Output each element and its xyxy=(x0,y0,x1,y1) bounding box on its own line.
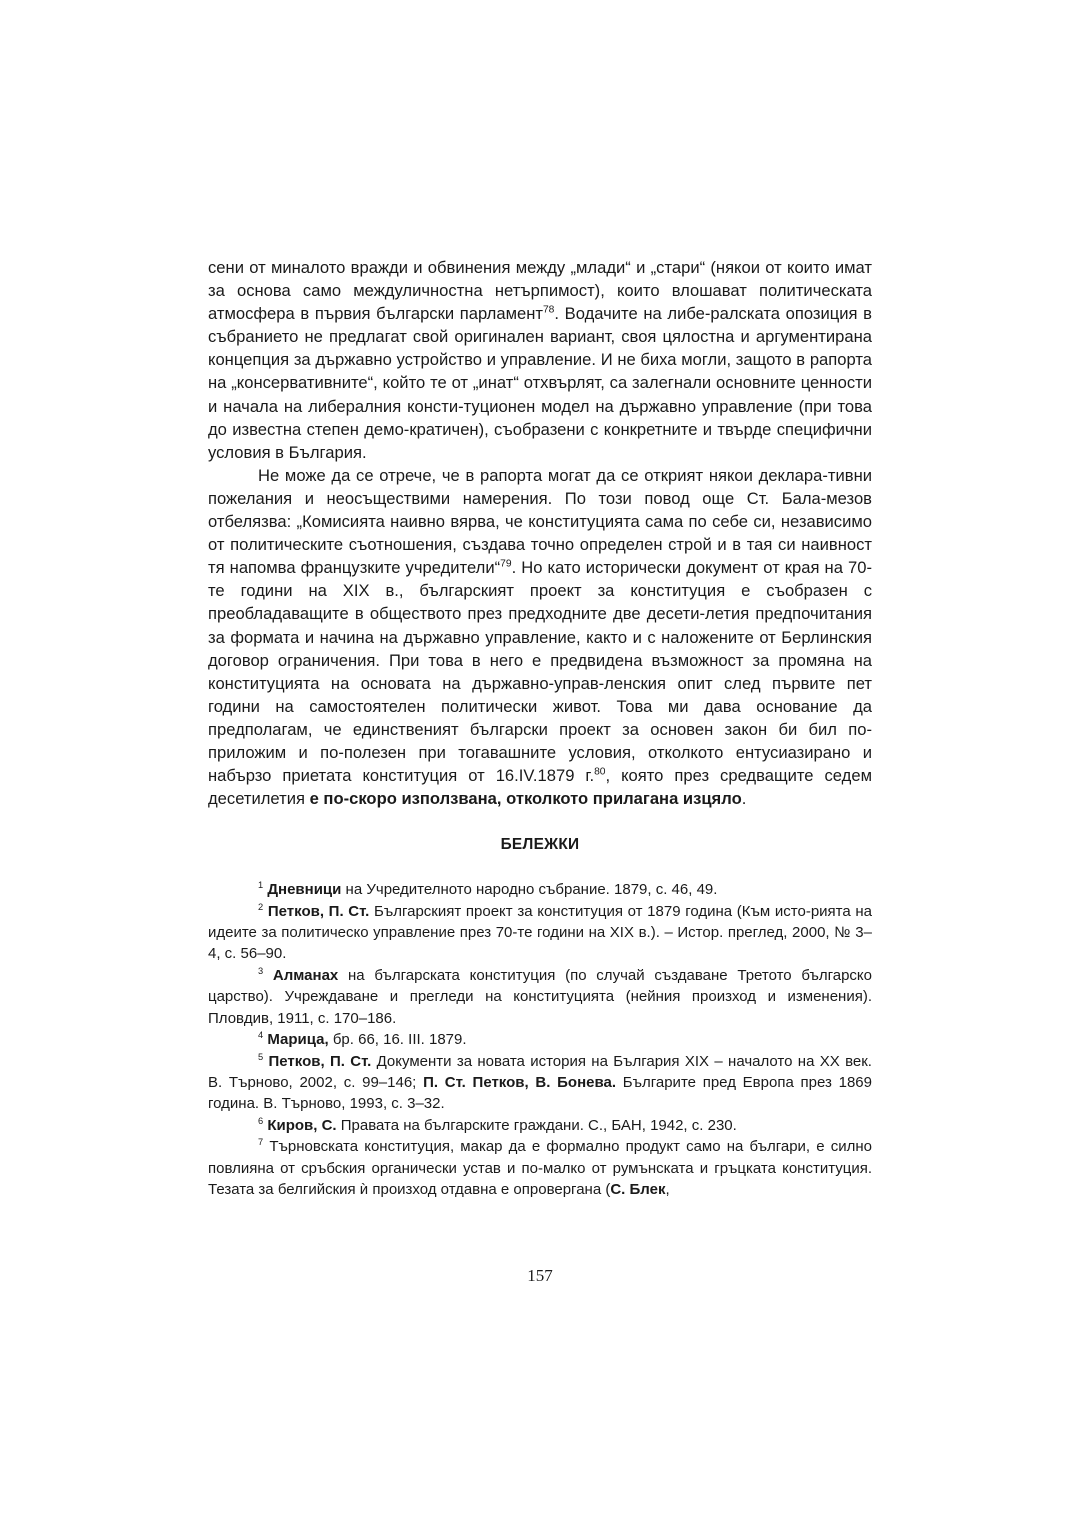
footnote-text: Българският проект за конституция от 1879 година (Към исто-рията на идеите за политическо управление през 70-те години на XIX в.). – Истор. преглед, 2000, № 3–4, с. 56–90. xyxy=(208,902,873,963)
paragraph-text: , която през средващите седем десетилетия xyxy=(208,766,872,809)
footnote-number: 6 xyxy=(258,1115,264,1126)
footnote-ref-78: 78 xyxy=(542,304,555,316)
footnote-4 xyxy=(208,1029,872,1050)
footnote-text: Търновската конституция, макар да е формално продукт само на българи, е силно повлияна от сръбския органически устав и по-малко от румънската и гръцката конституция. Тезата за белгийския ѝ произход отдавна е опровергана ( xyxy=(208,1138,872,1198)
paragraph-text: сени от миналото вражди и обвинения между „млади“ и „стари“ (някои от които имат за основа само междуличностна нетърпимост), които влошават политическата атмосфера в първия български парламент xyxy=(208,258,872,324)
paragraph-text: . Но като исторически документ от края на 70-те години на XIX в., българският проект за конституция е съобразен с преобладаващите в обществото през предходните две десети-летия предпочитания за формата и начина на държавно управление, както и с наложените от Берлинския договор ограничения. При това в него е предвидена възможност за промяна на конституцията на основата на държавно-управ-ленския опит след първите пет години на самостоятелен политически живот. Това ми дава основание да предполагам, че единственият български проект за основен закон би бил по-приложим и по-полезен при тогавашните условия, отколкото ентусиазирано и набързо приетата конституция от 16.IV.1879 г. xyxy=(208,558,872,786)
emphasis-text: е по-скоро използвана, отколкото прилагана изцяло xyxy=(309,789,742,809)
footnote-author: Дневници xyxy=(267,881,342,899)
footnote-number: 5 xyxy=(258,1051,264,1062)
paragraph-text: . Водачите на либе-ралската опозиция в събранието не предлагат свой оригинален вариант, своя цялостна и аргументирана концепция за държавно устройство и управление. И не биха могли, защото в рапорта на „консервативните“, който те от „инат“ отхвърлят, са залегнали основните ценности и начала на либералния консти-туционен модел на държавно управление (при това до известна степен демо-кратичен), съобразени с конкретните и твърде специфични условия в България. xyxy=(208,304,872,462)
footnote-text: на българската конституция (по случай създаване Третото българско царство). Учреждаване и прегледи на конституцията (нейния произход и изменения). Пловдив, 1911, с. 170–186. xyxy=(208,966,872,1027)
paragraph-text: Не може да се отрече, че в рапорта могат да се открият някои деклара-тивни пожелания и неосъществими намерения. По този повод още Ст. Бала-мезов отбелязва: „Комисията наивно вярва, че конституцията сама по себе си, независимо от политическите съотношения, създава точно определен строй и в тая си наивност тя напомва французките учредители“ xyxy=(208,465,872,578)
footnote-text: бр. 66, 16. III. 1879. xyxy=(328,1031,467,1049)
footnote-text: , xyxy=(665,1180,670,1198)
footnote-3 xyxy=(208,965,872,1029)
footnote-ref-79: 79 xyxy=(500,558,512,570)
body-paragraph-1 xyxy=(208,256,872,464)
footnote-1 xyxy=(208,879,872,900)
footnote-number: 3 xyxy=(258,965,264,976)
footnote-text: Документи за новата история на България XIX – началото на XX век. В. Търново, 2002, с. 99–146; xyxy=(208,1052,872,1091)
footnote-author: Петков, П. Ст. xyxy=(268,1052,372,1070)
footnote-2 xyxy=(208,901,872,965)
paragraph-text: . xyxy=(741,789,747,809)
footnote-6 xyxy=(208,1115,872,1136)
footnote-number: 7 xyxy=(258,1137,264,1148)
footnote-number: 1 xyxy=(258,880,264,891)
footnote-number: 4 xyxy=(258,1030,264,1041)
footnote-author: Петков, П. Ст. xyxy=(267,902,370,920)
footnote-number: 2 xyxy=(258,901,264,912)
body-paragraph-2 xyxy=(208,464,872,810)
footnote-text: на Учредителното народно събрание. 1879, с. 46, 49. xyxy=(341,881,718,899)
text-block xyxy=(208,256,872,1200)
footnote-ref-80: 80 xyxy=(594,766,606,778)
footnote-author: Киров, С. xyxy=(267,1116,337,1134)
footnote-author: С. Блек xyxy=(610,1180,666,1198)
footnote-5 xyxy=(208,1051,872,1115)
footnote-author: Алманах xyxy=(272,966,339,984)
footnote-7 xyxy=(208,1136,872,1200)
page-number: 157 xyxy=(527,1266,553,1285)
footnote-text: Българите пред Европа през 1869 година. В. Търново, 1993, с. 3–32. xyxy=(208,1073,872,1113)
footnote-author: П. Ст. Петков, В. Бонева. xyxy=(423,1073,617,1091)
footnote-author: Марица, xyxy=(267,1031,329,1049)
notes-heading: БЕЛЕЖКИ xyxy=(500,836,580,854)
footnote-text: Правата на българските граждани. С., БАН, 1942, с. 230. xyxy=(336,1116,737,1134)
